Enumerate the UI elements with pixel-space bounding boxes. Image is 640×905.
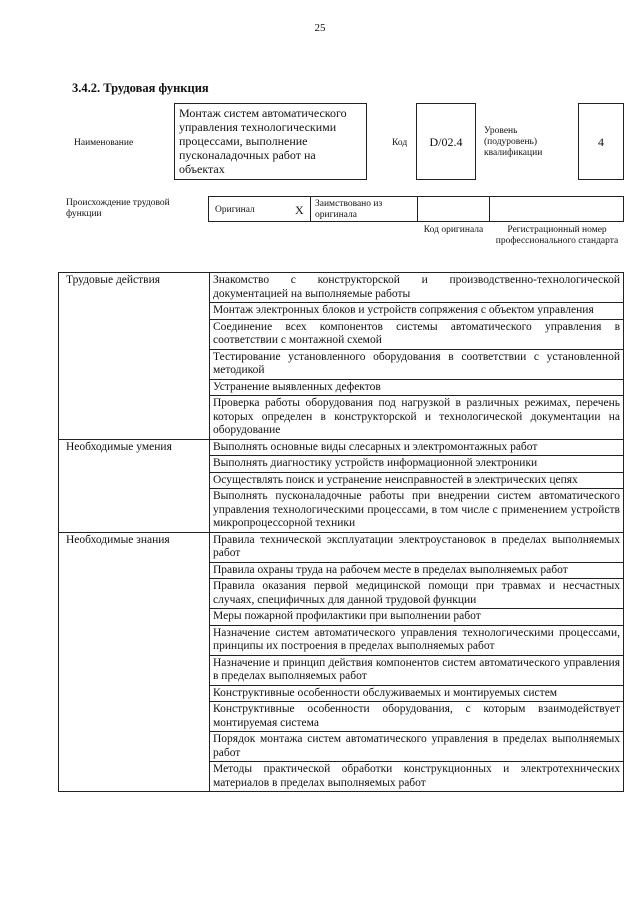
category-cell: Необходимые умения [59,439,210,532]
list-item: Назначение и принцип действия компонентов систем автоматического управления в пределах выполняемых работ [210,655,624,685]
origin-label: Происхождение трудовой функции [66,198,170,219]
original-cell [208,196,311,222]
labor-function-table [58,272,624,792]
list-item: Выполнять основные виды слесарных и электромонтажных работ [210,439,624,456]
original-code-cell [417,196,490,222]
function-name: Монтаж систем автоматического управления технологическими процессами, выполнение пусконаладочных работ на объектах [179,106,347,176]
function-name-box [174,103,367,180]
list-item: Выполнять диагностику устройств информационной электроники [210,456,624,473]
list-item: Меры пожарной профилактики при выполнении работ [210,609,624,626]
section-title: 3.4.2. Трудовая функция [72,81,209,95]
list-item: Правила охраны труда на рабочем месте в пределах выполняемых работ [210,562,624,579]
list-item: Конструктивные особенности обслуживаемых и монтируемых систем [210,685,624,702]
list-item: Тестирование установленного оборудования в соответствии с установленной методикой [210,349,624,379]
original-mark: X [295,203,304,217]
code-box [416,103,476,180]
code-caption: Код оригинала [423,225,484,235]
list-item: Назначение систем автоматического управления технологическими процессами, принципы их построения в пределах выполняемых работ [210,625,624,655]
list-item: Правила оказания первой медицинской помощи при травмах и несчастных случаях, специфичных для данной трудовой функции [210,579,624,609]
table-row [59,273,624,303]
original-label: Оригинал [215,205,255,215]
list-item: Осуществлять поиск и устранение неисправностей в электрических цепях [210,472,624,489]
category-cell: Необходимые знания [59,532,210,792]
list-item: Конструктивные особенности оборудования, с которым взаимодействует монтируемая система [210,702,624,732]
reg-caption: Регистрационный номер профессионального стандарта [495,225,619,246]
list-item: Монтаж электронных блоков и устройств сопряжения с объектом управления [210,303,624,320]
level-label: Уровень (подуровень) квалификации [484,126,543,158]
name-label: Наименование [74,138,134,148]
borrowed-cell [310,196,418,222]
category-cell: Трудовые действия [59,273,210,440]
table-row [59,532,624,562]
list-item: Проверка работы оборудования под нагрузкой в различных режимах, перечень которых определен в конструкторской и технологической документации на оборудование [210,396,624,440]
table-row [59,439,624,456]
level-box [578,103,624,180]
list-item: Порядок монтажа систем автоматического управления в пределах выполняемых работ [210,732,624,762]
list-item: Выполнять пусконаладочные работы при внедрении систем автоматического управления технологическими процессами, в том числе с применением устройств микропроцессорной техники [210,489,624,533]
level-value: 4 [598,135,604,149]
list-item: Соединение всех компонентов системы автоматического управления в соответствии с монтажной схемой [210,319,624,349]
list-item: Правила технической эксплуатации электроустановок в пределах выполняемых работ [210,532,624,562]
list-item: Знакомство с конструкторской и производственно-технологической документацией на выполняемые работы [210,273,624,303]
code-value: D/02.4 [429,135,463,149]
reg-number-cell [489,196,624,222]
page-number: 25 [314,22,326,34]
list-item: Устранение выявленных дефектов [210,379,624,396]
borrowed-label: Заимствовано из оригинала [315,199,383,220]
code-label: Код [392,138,408,148]
list-item: Методы практической обработки конструкционных и электротехнических материалов в пределах выполняемых работ [210,762,624,792]
